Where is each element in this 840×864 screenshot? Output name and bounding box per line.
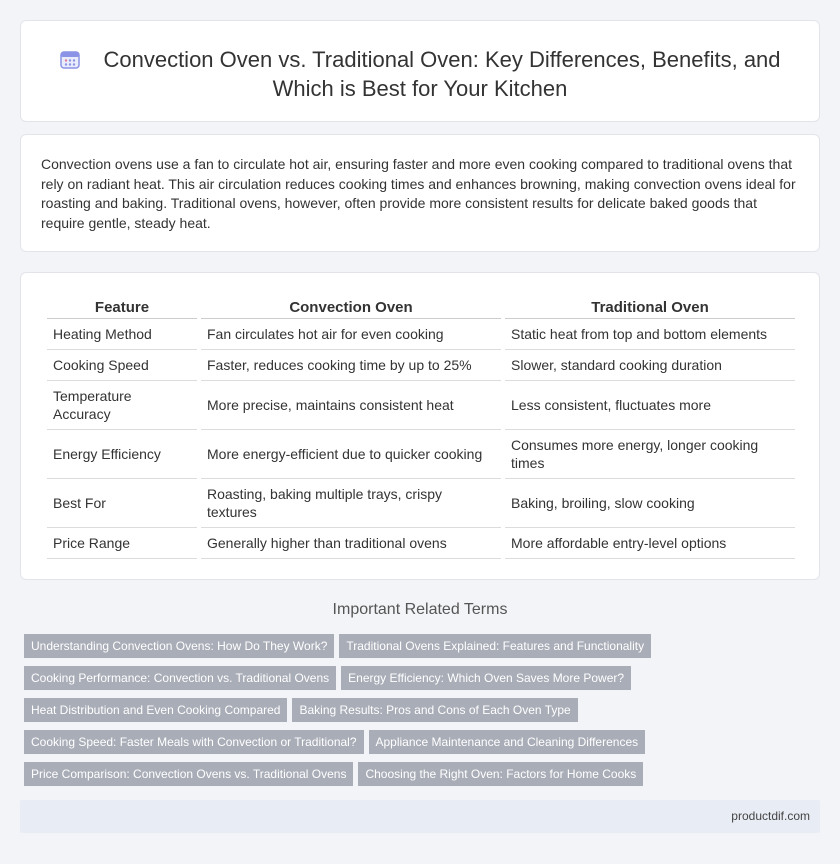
chip-row [24, 730, 824, 762]
title-card [20, 20, 820, 122]
comparison-table-card [20, 272, 820, 580]
table-cell: Static heat from top and bottom elements [505, 319, 795, 350]
related-term-link[interactable]: Price Comparison: Convection Ovens vs. Traditional Ovens [24, 762, 353, 786]
intro-card [20, 134, 820, 252]
related-term-link[interactable]: Energy Efficiency: Which Oven Saves More Power? [341, 666, 631, 690]
table-cell: Faster, reduces cooking time by up to 25% [201, 350, 501, 381]
table-cell: Heating Method [47, 319, 197, 350]
chip-row [24, 666, 824, 698]
table-cell: Cooking Speed [47, 350, 197, 381]
related-terms-heading: Important Related Terms [332, 601, 508, 618]
related-term-link[interactable]: Choosing the Right Oven: Factors for Home Cooks [358, 762, 643, 786]
related-term-link[interactable]: Heat Distribution and Even Cooking Compared [24, 698, 287, 722]
footer [20, 800, 820, 833]
calendar-icon [59, 48, 81, 70]
table-cell: Less consistent, fluctuates more [505, 381, 795, 430]
chip-row [24, 698, 824, 730]
intro-paragraph: Convection ovens use a fan to circulate hot air, ensuring faster and more even cooking compared to traditional ovens that rely on radiant heat. This air circulation reduces cooking times and enhances browning, making convection ovens ideal for roasting and baking. Traditional ovens, however, often provide more consistent results for delicate baked goods that require gentle, steady heat. [41, 156, 796, 231]
related-term-link[interactable]: Traditional Ovens Explained: Features and Functionality [339, 634, 651, 658]
table-cell: Roasting, baking multiple trays, crispy textures [201, 479, 501, 528]
page-title-wrap [21, 45, 819, 103]
table-cell: Energy Efficiency [47, 430, 197, 479]
page-title: Convection Oven vs. Traditional Oven: Key Differences, Benefits, and Which is Best for Your Kitchen [103, 47, 781, 101]
related-terms-list [24, 634, 824, 794]
footer-site-link[interactable]: productdif.com [731, 809, 810, 823]
related-term-link[interactable]: Cooking Speed: Faster Meals with Convection or Traditional? [24, 730, 364, 754]
related-term-link[interactable]: Baking Results: Pros and Cons of Each Oven Type [292, 698, 577, 722]
comparison-table [43, 295, 799, 559]
table-cell: Baking, broiling, slow cooking [505, 479, 795, 528]
header-traditional: Traditional Oven [505, 295, 795, 319]
table-cell: Slower, standard cooking duration [505, 350, 795, 381]
table-cell: More affordable entry-level options [505, 528, 795, 559]
table-cell: More precise, maintains consistent heat [201, 381, 501, 430]
header-feature: Feature [47, 295, 197, 319]
table-cell: Best For [47, 479, 197, 528]
related-term-link[interactable]: Appliance Maintenance and Cleaning Differences [369, 730, 646, 754]
related-term-link[interactable]: Understanding Convection Ovens: How Do They Work? [24, 634, 334, 658]
table-cell: Price Range [47, 528, 197, 559]
table-row [47, 430, 795, 479]
related-term-link[interactable]: Cooking Performance: Convection vs. Traditional Ovens [24, 666, 336, 690]
table-row [47, 381, 795, 430]
table-cell: Temperature Accuracy [47, 381, 197, 430]
header-convection: Convection Oven [201, 295, 501, 319]
table-cell: Fan circulates hot air for even cooking [201, 319, 501, 350]
table-row [47, 350, 795, 381]
chip-row [24, 634, 824, 666]
table-row [47, 319, 795, 350]
table-row [47, 479, 795, 528]
chip-row [24, 762, 824, 794]
table-row [47, 528, 795, 559]
table-cell: Consumes more energy, longer cooking times [505, 430, 795, 479]
table-cell: Generally higher than traditional ovens [201, 528, 501, 559]
table-cell: More energy-efficient due to quicker cooking [201, 430, 501, 479]
